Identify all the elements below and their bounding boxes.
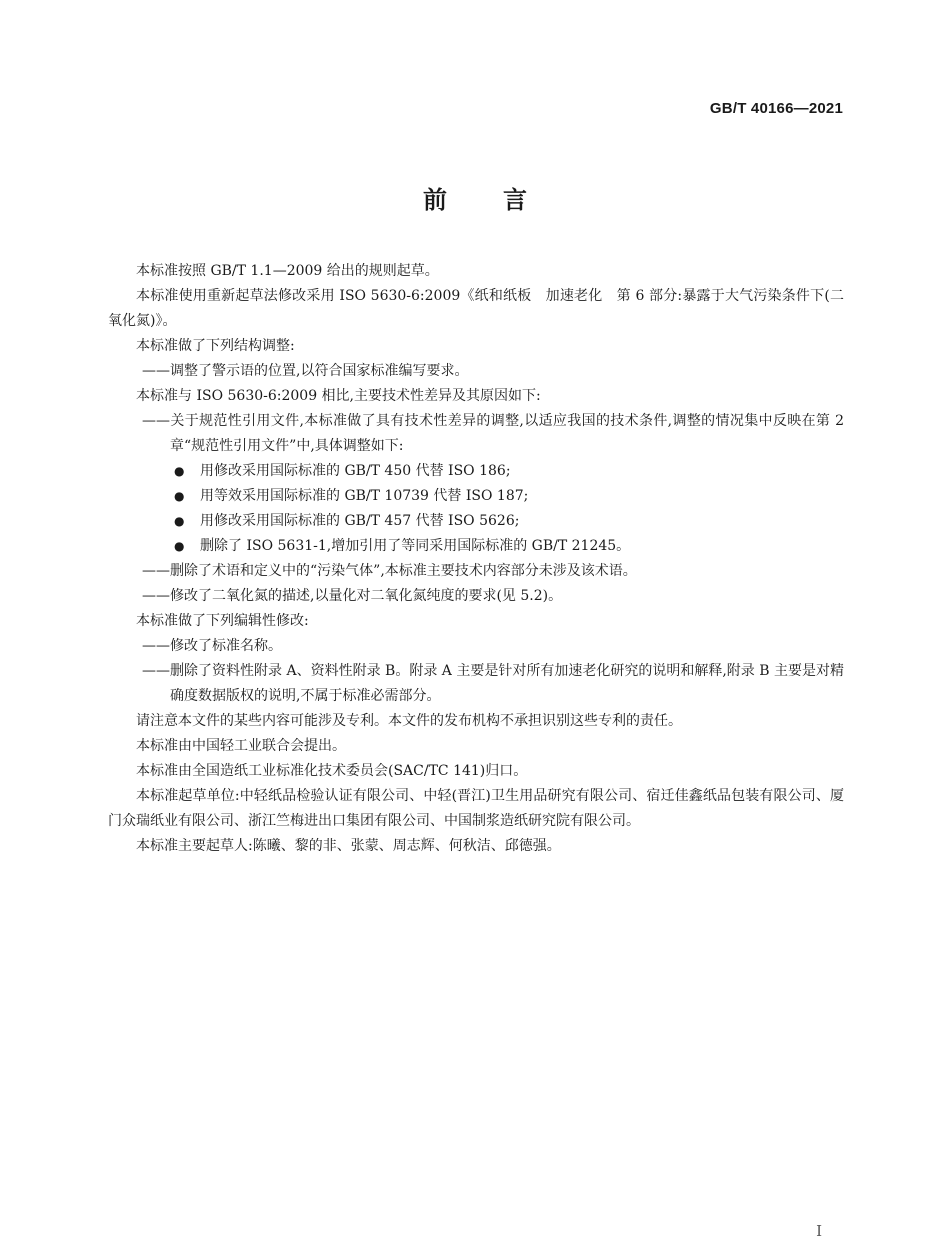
paragraph: 本标准与 ISO 5630-6:2009 相比,主要技术性差异及其原因如下: bbox=[136, 388, 541, 404]
dash-list-item: ——关于规范性引用文件,本标准做了具有技术性差异的调整,以适应我国的技术条件,调整的情况集中反映在第 2 章“规范性引用文件”中,具体调整如下: bbox=[142, 413, 844, 454]
paragraph: 本标准主要起草人:陈曦、黎的非、张蒙、周志辉、何秋洁、邱德强。 bbox=[136, 838, 561, 854]
bullet-list-item bbox=[108, 509, 844, 534]
bullet-icon: ● bbox=[174, 514, 185, 528]
page-number: I bbox=[816, 1222, 822, 1240]
paragraph: 本标准按照 GB/T 1.1—2009 给出的规则起草。 bbox=[136, 263, 439, 279]
paragraph: 本标准做了下列编辑性修改: bbox=[136, 613, 309, 629]
bullet-icon: ● bbox=[174, 539, 185, 553]
dash-list-item: ——删除了资料性附录 A、资料性附录 B。附录 A 主要是针对所有加速老化研究的说明和解释,附录 B 主要是对精确度数据版权的说明,不属于标准必需部分。 bbox=[142, 663, 844, 704]
bullet-icon: ● bbox=[174, 464, 185, 478]
bullet-text: 用修改采用国际标准的 GB/T 450 代替 ISO 186; bbox=[200, 463, 511, 479]
standard-code: GB/T 40166—2021 bbox=[709, 100, 843, 117]
dash-list-item: ——调整了警示语的位置,以符合国家标准编写要求。 bbox=[142, 363, 469, 379]
bullet-list-item bbox=[108, 459, 844, 484]
paragraph: 本标准由中国轻工业联合会提出。 bbox=[136, 738, 346, 754]
bullet-icon: ● bbox=[174, 489, 185, 503]
paragraph: 本标准做了下列结构调整: bbox=[136, 338, 295, 354]
page-title: 前言 bbox=[423, 186, 583, 214]
bullet-list-item bbox=[108, 484, 844, 509]
foreword-body bbox=[108, 259, 844, 859]
dash-list-item: ——删除了术语和定义中的“污染气体”,本标准主要技术内容部分未涉及该术语。 bbox=[142, 563, 637, 579]
bullet-text: 用修改采用国际标准的 GB/T 457 代替 ISO 5626; bbox=[200, 513, 520, 529]
bullet-text: 用等效采用国际标准的 GB/T 10739 代替 ISO 187; bbox=[200, 488, 529, 504]
paragraph: 请注意本文件的某些内容可能涉及专利。本文件的发布机构不承担识别这些专利的责任。 bbox=[136, 713, 682, 729]
bullet-text: 删除了 ISO 5631-1,增加引用了等同采用国际标准的 GB/T 21245。 bbox=[200, 538, 631, 554]
bullet-list-item bbox=[108, 534, 844, 559]
paragraph: 本标准由全国造纸工业标准化技术委员会(SAC/TC 141)归口。 bbox=[136, 763, 528, 779]
paragraph: 本标准使用重新起草法修改采用 ISO 5630-6:2009《纸和纸板 加速老化 第 6 部分:暴露于大气污染条件下(二氧化氮)》。 bbox=[108, 288, 844, 329]
dash-list-item: ——修改了标准名称。 bbox=[142, 638, 282, 654]
paragraph: 本标准起草单位:中轻纸品检验认证有限公司、中轻(晋江)卫生用品研究有限公司、宿迁佳鑫纸品包装有限公司、厦门众瑞纸业有限公司、浙江竺梅进出口集团有限公司、中国制浆造纸研究院有限公司。 bbox=[108, 788, 844, 829]
dash-list-item: ——修改了二氧化氮的描述,以量化对二氧化氮纯度的要求(见 5.2)。 bbox=[142, 588, 563, 604]
